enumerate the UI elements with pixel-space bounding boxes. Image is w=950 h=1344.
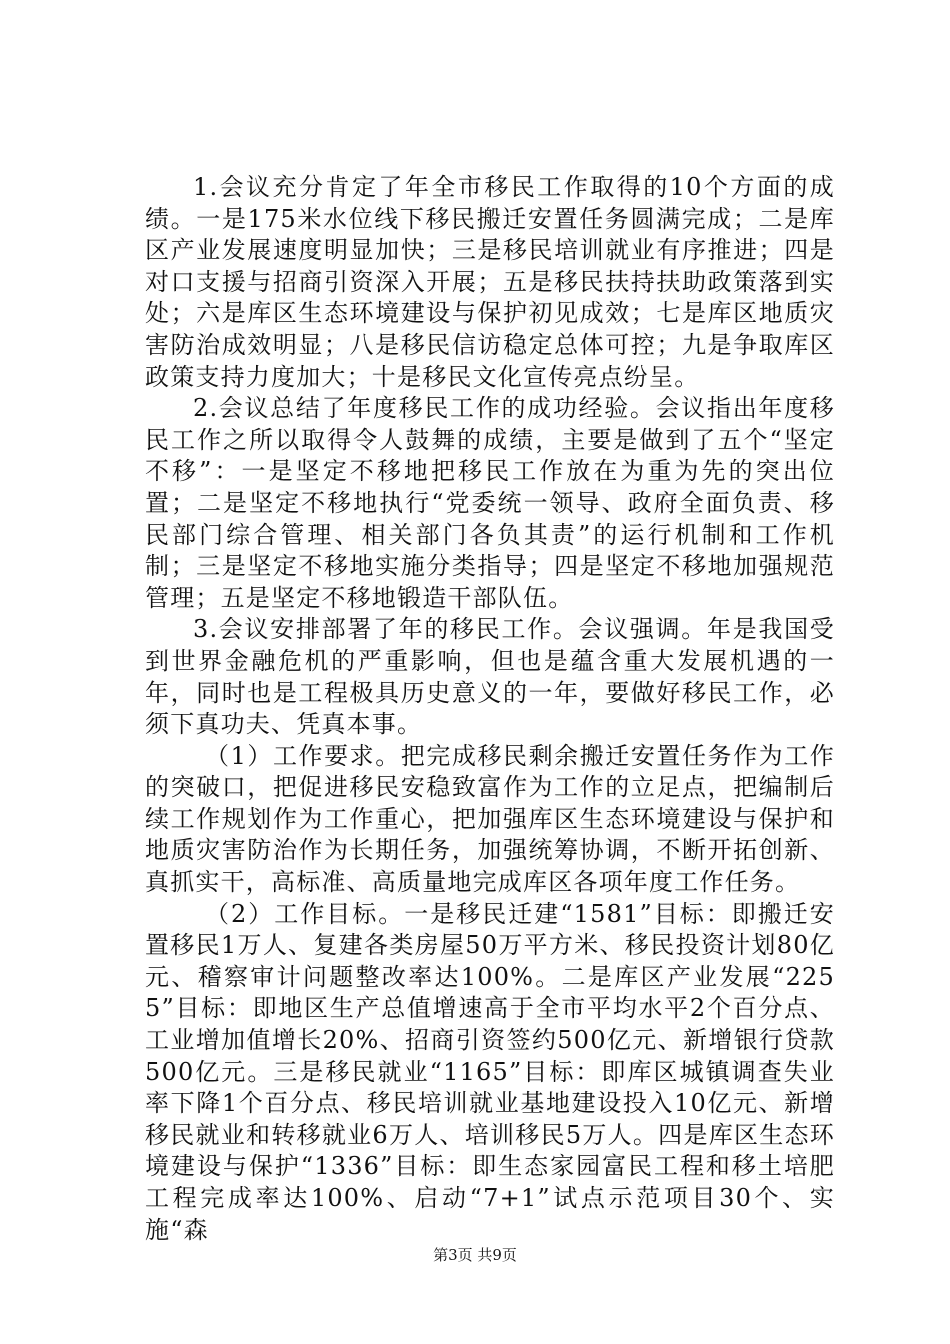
paragraph-work-requirements: （1）工作要求。把完成移民剩余搬迁安置任务作为工作的突破口，把促进移民安稳致富作为工作的立足点，把编制后续工作规划作为工作重心，把加强库区生态环境建设与保护和地质灾害防治作为长期任务，加强统筹协调，不断开拓创新、真抓实干，高标准、高质量地完成库区各项年度工作任务。: [145, 741, 835, 897]
paragraph-work-goals: （2）工作目标。一是移民迁建“1581”目标：即搬迁安置移民1万人、复建各类房屋50万平方米、移民投资计划80亿元、稽察审计问题整改率达100%。二是库区产业发展“2255”目标：即地区生产总值增速高于全市平均水平2个百分点、工业增加值增长20%、招商引资签约500亿元、新增银行贷款500亿元。三是移民就业“1165”目标：即库区城镇调查失业率下降1个百分点、移民培训就业基地建设投入10亿元、新增移民就业和转移就业6万人、培训移民5万人。四是库区生态环境建设与保护“1336”目标：即生态家园富民工程和移土培肥工程完成率达100%、启动“7+1”试点示范项目30个、实施“森: [145, 899, 835, 1244]
page-footer: 第3页 共9页: [433, 1246, 517, 1264]
paragraph-experience: 2.会议总结了年度移民工作的成功经验。会议指出年度移民工作之所以取得令人鼓舞的成绩，主要是做到了五个“坚定不移”：一是坚定不移地把移民工作放在为重为先的突出位置；二是坚定不移地执行“党委统一领导、政府全面负责、移民部门综合管理、相关部门各负其责”的运行机制和工作机制；三是坚定不移地实施分类指导；四是坚定不移地加强规范管理；五是坚定不移地锻造干部队伍。: [145, 394, 835, 612]
paragraph-deployment: 3.会议安排部署了年的移民工作。会议强调。年是我国受到世界金融危机的严重影响，但也是蕴含重大发展机遇的一年，同时也是工程极具历史意义的一年，要做好移民工作，必须下真功夫、凭真本事。: [145, 615, 835, 739]
paragraph-achievements: 1.会议充分肯定了年全市移民工作取得的10个方面的成绩。一是175米水位线下移民搬迁安置任务圆满完成；二是库区产业发展速度明显加快；三是移民培训就业有序推进；四是对口支援与招商引资深入开展；五是移民扶持扶助政策落到实处；六是库区生态环境建设与保护初见成效；七是库区地质灾害防治成效明显；八是移民信访稳定总体可控；九是争取库区政策支持力度加大；十是移民文化宣传亮点纷呈。: [145, 173, 835, 391]
document-body: [145, 172, 835, 1246]
